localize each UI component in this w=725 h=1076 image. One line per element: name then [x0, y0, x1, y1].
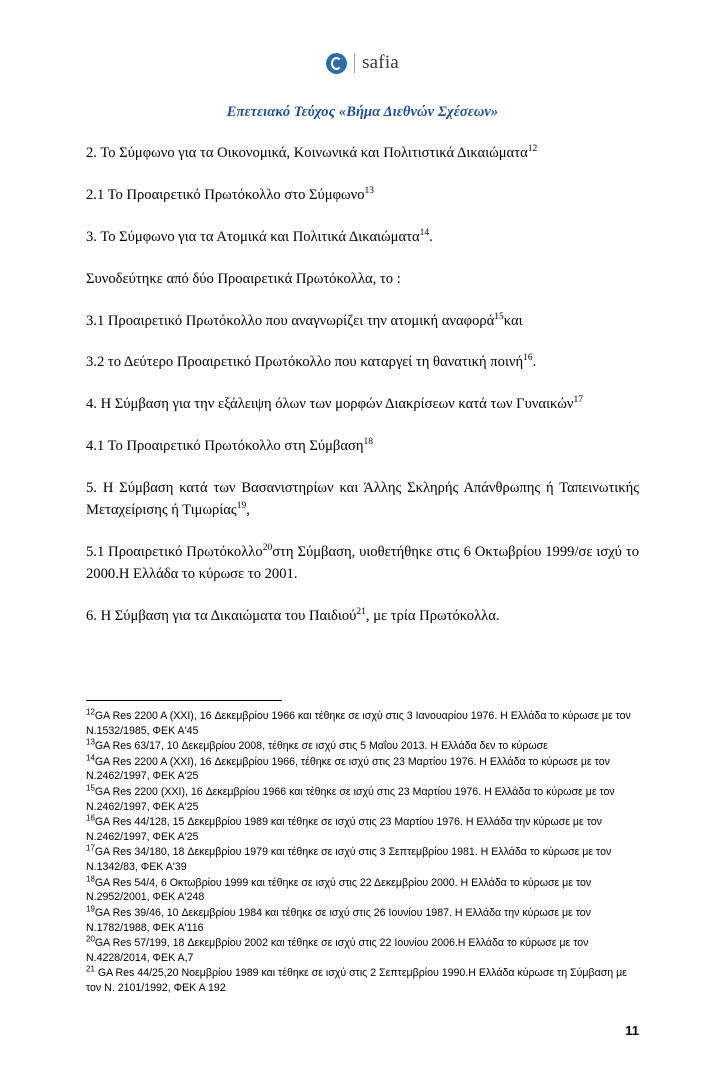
paragraph — [86, 227, 639, 249]
paragraph-text: 6. Η Σύμβαση για τα Δικαιώματα του Παιδιού — [86, 607, 357, 624]
footnote-ref: 20 — [262, 543, 273, 554]
footnote-number: 17 — [86, 843, 95, 853]
footnote-item — [86, 739, 639, 754]
paragraph-tail: . — [532, 354, 537, 371]
footnote-number: 15 — [86, 783, 95, 793]
footnotes-section — [86, 700, 639, 997]
safia-logo-icon — [326, 53, 347, 74]
footnote-text: GA Res 54/4, 6 Οκτωβρίου 1999 και τέθηκε σε ισχύ στις 22 Δεκεμβρίου 2000. Η Ελλάδα το κύρωσε με τον Ν.2952/2001, ΦΕΚ Α'248 — [86, 876, 592, 904]
footnote-ref: 19 — [236, 501, 247, 512]
footnote-number: 20 — [86, 934, 95, 944]
footnote-ref: 17 — [573, 395, 583, 406]
paragraph-text: 5. Η Σύμβαση κατά των Βασανιστηρίων και Άλλης Σκληρής Απάνθρωπης ή Ταπεινωτικής Μεταχείρισης ή Τιμωρίας — [86, 480, 639, 519]
footnote-text: GA Res 63/17, 10 Δεκεμβρίου 2008, τέθηκε σε ισχύ στις 5 Μαΐου 2013. Η Ελλάδα δεν το κύρωσε — [94, 740, 548, 753]
footnote-text: GA Res 2200 A (XXI), 16 Δεκεμβρίου 1966 και τέθηκε σε ισχύ στις 3 Ιανουαρίου 1976. Η Ελλάδα το κύρωσε με τον Ν.1532/1985, ΦΕΚ Α'45 — [86, 710, 631, 737]
footnote-number: 14 — [86, 753, 95, 763]
footnote-separator — [86, 700, 282, 701]
footnote-ref: 15 — [494, 311, 504, 322]
paragraph-text: 3.1 Προαιρετικό Πρωτόκολλο που αναγνωρίζει την ατομική αναφορά — [86, 312, 495, 329]
footnote-ref: 14 — [419, 227, 430, 238]
paragraph-text: 3.2 το Δεύτερο Προαιρετικό Πρωτόκολλο που καταργεί τη θανατική ποινή — [86, 354, 524, 371]
paragraph — [86, 478, 639, 522]
footnote-item — [86, 966, 639, 995]
footnote-text: GA Res 57/199, 18 Δεκεμβρίου 2002 και τέθηκε σε ισχύ στις 22 Ιουνίου 2006.Η Ελλάδα το κύρωσε με τον Ν.4228/2014, ΦΕΚ Α,7 — [86, 937, 589, 964]
page-number: 11 — [625, 1023, 639, 1038]
footnote-number: 19 — [86, 904, 95, 914]
footnote-number: 13 — [86, 737, 95, 747]
paragraph — [86, 185, 639, 207]
paragraph — [86, 542, 639, 586]
paragraph — [86, 143, 639, 165]
paragraph-text: 4.1 Το Προαιρετικό Πρωτόκολλο στη Σύμβαση — [86, 438, 364, 455]
footnote-text: GA Res 2200 (XXI), 16 Δεκεμβρίου 1966 και τέθηκε σε ισχύ στις 23 Μαρτίου 1976. Η Ελλάδα το κύρωσε με τον Ν.2462/1997, ΦΕΚ Α'25 — [86, 786, 615, 813]
footnote-ref: 16 — [523, 353, 533, 364]
paragraph-text: 4. Η Σύμβαση για την εξάλειψη όλων των μορφών Διακρίσεων κατά των Γυναικών — [86, 396, 574, 413]
footnote-item — [86, 709, 639, 738]
paragraph — [86, 269, 639, 291]
paragraph-tail: και — [503, 312, 523, 329]
footnote-item — [86, 936, 639, 965]
footnote-text: GA Res 39/46, 10 Δεκεμβρίου 1984 και τέθηκε σε ισχύ στις 26 Ιουνίου 1987. Η Ελλάδα την κύρωσε με τον Ν.1782/1988, ΦΕΚ Α'116 — [86, 906, 591, 934]
footnote-number: 18 — [86, 874, 95, 884]
paragraph-tail: στη Σύμβαση, υιοθετήθηκε στις 6 Οκτωβρίου 1999/σε ισχύ το 2000.Η Ελλάδα το κύρωσε το 2001. — [86, 543, 639, 582]
footnote-item — [86, 845, 639, 874]
footnote-item — [86, 876, 639, 905]
footnote-ref: 18 — [363, 437, 373, 448]
footnote-number: 21 — [86, 964, 95, 974]
footnote-item — [86, 906, 639, 935]
footnote-ref: 12 — [527, 144, 538, 155]
logo-divider — [354, 53, 355, 73]
paragraph-text: 2. Το Σύμφωνο για τα Οικονομικά, Κοινωνικά και Πολιτιστικά Δικαιώματα — [86, 145, 528, 161]
footnote-ref: 21 — [356, 606, 366, 617]
footnote-item — [86, 755, 639, 784]
paragraph-text: 3. Το Σύμφωνο για τα Ατομικά και Πολιτικά Δικαιώματα — [86, 228, 420, 245]
paragraph-tail: , με τρία Πρωτόκολλα. — [365, 607, 500, 624]
footnote-text: GA Res 44/25,20 Νοεμβρίου 1989 και τέθηκε σε ισχύ στις 2 Σεπτεμβρίου 1990.Η Ελλάδα κύρωσε τη Σύμβαση με τον Ν. 2101/1992, ΦΕΚ Α 192 — [86, 967, 627, 994]
paragraph-tail: , — [246, 502, 250, 519]
paragraph-text: Συνοδεύτηκε από δύο Προαιρετικά Πρωτόκολλα, το : — [86, 270, 401, 287]
footnote-text: GA Res 2200 A (XXI), 16 Δεκεμβρίου 1966, τέθηκε σε ισχύ στις 23 Μαρτίου 1976. Η Ελλάδα το κύρωσε με τον Ν.2462/1997, ΦΕΚ Α'25 — [86, 755, 610, 783]
paragraph-text: 5.1 Προαιρετικό Πρωτόκολλο — [86, 543, 263, 560]
document-page — [0, 52, 725, 1076]
footnote-text: GA Res 44/128, 15 Δεκεμβρίου 1989 και τέθηκε σε ισχύ στις 23 Μαρτίου 1976. Η Ελλάδα την κύρωσε με τον Ν.2462/1997, ΦΕΚ Α'25 — [86, 816, 602, 843]
footnote-number: 12 — [86, 707, 95, 717]
paragraph — [86, 394, 639, 416]
paragraph — [86, 436, 639, 458]
footnote-text: GA Res 34/180, 18 Δεκεμβρίου 1979 και τέθηκε σε ισχύ στις 3 Σεπτεμβρίου 1981. Η Ελλάδα το κύρωσε με τον Ν.1342/83, ΦΕΚ Α'39 — [86, 846, 612, 874]
paragraph-tail: . — [429, 228, 433, 245]
paragraph-text: 2.1 Το Προαιρετικό Πρωτόκολλο στο Σύμφωνο — [86, 186, 365, 203]
paragraph — [86, 606, 639, 628]
paragraph — [86, 352, 639, 374]
brand-header — [86, 52, 639, 74]
footnote-number: 16 — [86, 813, 95, 823]
brand-name: safia — [362, 52, 399, 73]
footnote-item — [86, 815, 639, 844]
footnote-item — [86, 785, 639, 814]
footnote-ref: 13 — [364, 186, 375, 197]
paragraph — [86, 311, 639, 333]
page-title: Επετειακό Τεύχος «Βήμα Διεθνών Σχέσεων» — [226, 104, 499, 120]
